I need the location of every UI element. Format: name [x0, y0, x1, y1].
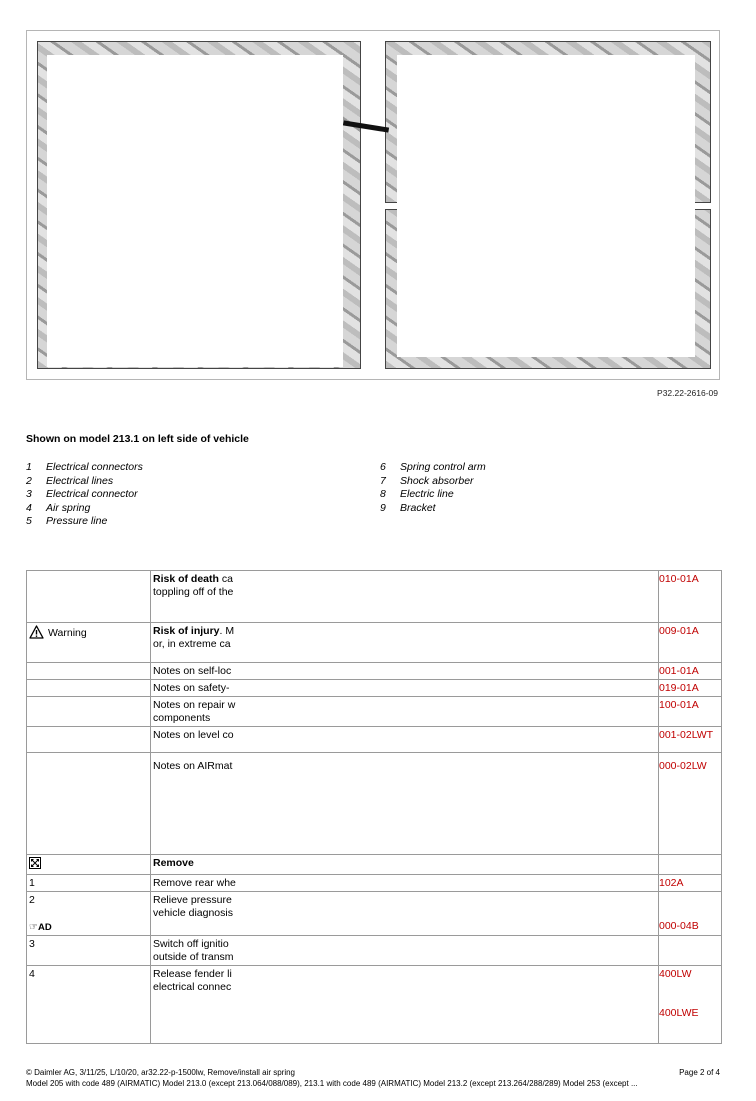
table-cell-text	[151, 571, 659, 623]
table-row-step	[27, 936, 722, 966]
legend-number: 2	[26, 474, 32, 487]
warning-text: . M	[219, 625, 235, 637]
legend-item	[26, 461, 143, 475]
step-number: 3	[27, 936, 151, 966]
legend-number: 3	[26, 488, 32, 500]
diagnosis-hand-icon: ☞	[29, 922, 38, 933]
step-reference-link[interactable]: 000-04B	[659, 920, 699, 932]
legend-item	[380, 475, 486, 489]
footer-copyright: © Daimler AG, 3/11/25, L/10/20, ar32.22-p-1500lw, Remove/install air spring	[26, 1068, 295, 1077]
step-text-line2: electrical connec	[153, 981, 232, 993]
legend-number: 9	[380, 501, 386, 514]
table-row-note	[27, 727, 722, 753]
step-number: 2	[29, 894, 35, 906]
note-reference-link[interactable]: 000-02LW	[659, 753, 722, 855]
note-text: Notes on repair w	[153, 699, 236, 711]
table-row-warning	[27, 623, 722, 663]
note-reference-link[interactable]: 100-01A	[659, 697, 722, 727]
step-reference-link[interactable]: 400LW	[659, 968, 692, 980]
legend-number: 4	[26, 501, 32, 514]
note-text-line2: components	[153, 712, 211, 724]
figure-caption: Shown on model 213.1 on left side of vehicle	[26, 433, 249, 445]
legend-label: Air spring	[46, 501, 91, 514]
note-text: Notes on self-loc	[153, 665, 232, 677]
step-text: Release fender li	[153, 968, 232, 980]
note-reference-link[interactable]: 019-01A	[659, 680, 722, 697]
table-row-danger	[27, 571, 722, 623]
section-heading-remove: Remove	[153, 857, 194, 869]
footer-models: Model 205 with code 489 (AIRMATIC) Model 213.0 (except 213.064/088/089), 213.1 with code 489 (AIRMATIC) Model 213.2 (except 213.264/288/289) Model 253 (except ...	[26, 1078, 638, 1088]
note-text: Notes on AIRmat	[153, 760, 233, 772]
table-cell-text	[151, 623, 659, 663]
warning-text-line2: or, in extreme ca	[153, 638, 231, 650]
danger-text: ca	[218, 573, 233, 585]
warning-triangle-icon	[29, 625, 44, 639]
table-row-note	[27, 697, 722, 727]
note-text: Notes on level co	[153, 729, 234, 741]
note-reference-link[interactable]: 001-01A	[659, 663, 722, 680]
step-text: Remove rear whe	[153, 877, 236, 889]
legend-item	[380, 502, 486, 516]
figure-code: P32.22-2616-09	[657, 388, 718, 398]
legend-item	[26, 502, 143, 516]
legend-item	[380, 488, 486, 502]
legend-item	[26, 515, 143, 529]
danger-reference-link[interactable]: 010-01A	[659, 571, 722, 623]
warning-heading: Risk of injury	[153, 625, 220, 637]
legend-number: 8	[380, 488, 386, 500]
step-text: Switch off ignitio	[153, 938, 229, 950]
step-reference-link[interactable]: 400LWE	[659, 1007, 699, 1019]
redacted-area-left	[47, 55, 343, 367]
legend-left	[26, 461, 143, 529]
page-number: Page 2 of 4	[679, 1068, 720, 1077]
legend-label: Bracket	[400, 501, 436, 514]
table-row-step	[27, 966, 722, 1044]
legend-item	[26, 488, 143, 502]
step-reference-link[interactable]: 102A	[659, 875, 722, 892]
expand-icon	[29, 857, 41, 869]
table-row-note	[27, 680, 722, 697]
legend-number: 5	[26, 515, 32, 527]
legend-label: Electric line	[400, 488, 454, 500]
legend-number: 7	[380, 474, 386, 487]
table-cell-icon	[27, 623, 151, 663]
legend-label: Shock absorber	[400, 474, 474, 487]
legend-label: Spring control arm	[400, 461, 486, 473]
legend-number: 6	[380, 461, 386, 473]
table-row-section-remove	[27, 855, 722, 875]
redacted-area-right	[397, 55, 695, 357]
note-reference-link[interactable]: 001-02LWT	[659, 727, 722, 753]
table-row-step	[27, 892, 722, 936]
procedure-table	[26, 570, 722, 1044]
step-number: 4	[27, 966, 151, 1044]
illustration-figure	[26, 30, 720, 380]
legend-item	[380, 461, 486, 475]
step-text-line2: vehicle diagnosis	[153, 907, 233, 919]
note-text: Notes on safety-	[153, 682, 230, 694]
legend-right	[380, 461, 486, 515]
legend-label: Electrical lines	[46, 474, 114, 487]
warning-label: Warning	[48, 627, 87, 639]
table-cell-icon	[27, 571, 151, 623]
danger-text-line2: toppling off of the	[153, 586, 234, 598]
legend-label: Electrical connectors	[46, 461, 143, 473]
legend-label: Electrical connector	[46, 488, 138, 500]
danger-heading: Risk of death	[153, 573, 219, 585]
legend-number: 1	[26, 461, 32, 473]
table-row-step	[27, 875, 722, 892]
step-text-line2: outside of transm	[153, 951, 234, 963]
table-row-note	[27, 663, 722, 680]
ad-tag: AD	[37, 922, 52, 933]
legend-label: Pressure line	[46, 515, 108, 527]
step-text: Relieve pressure	[153, 894, 232, 906]
table-row-note	[27, 753, 722, 855]
page-footer	[26, 1068, 720, 1089]
step-number: 1	[27, 875, 151, 892]
legend-item	[26, 475, 143, 489]
warning-reference-link[interactable]: 009-01A	[659, 623, 722, 663]
